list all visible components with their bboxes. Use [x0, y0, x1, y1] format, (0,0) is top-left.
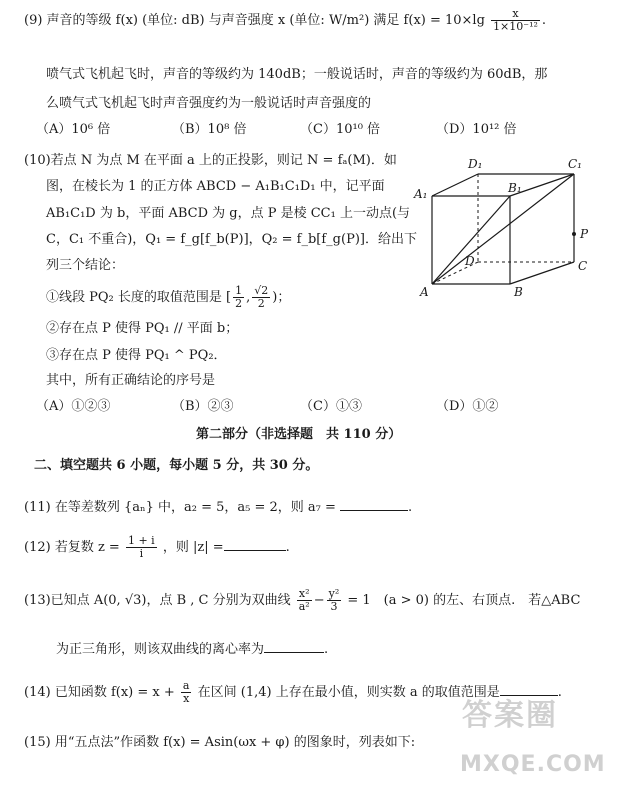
- q11: (11) 在等差数列 {aₙ} 中，a₂ = 5，a₅ = 2，则 a₇ = .: [24, 496, 412, 517]
- label-a: A: [420, 285, 429, 299]
- q9-line3: 么喷气式飞机起飞时声音强度约为一般说话时声音强度的: [46, 96, 372, 111]
- q10-conclusion-1: ①线段 PQ₂ 长度的取值范围是 [ $\frac{1}{2}$ , $\frac{√2}{2}$ )；: [46, 284, 291, 310]
- q9-option-b: （B）10⁸ 倍: [172, 122, 247, 137]
- q10-line4: C，C₁ 不重合)，Q₁ = f_g[f_b(P)]，Q₂ = f_b[f_g(P)]．给出下: [46, 232, 417, 247]
- q13-answer-blank: [264, 638, 324, 653]
- q10-fraction-half: $\frac{1}{2}$: [235, 284, 243, 310]
- q10-option-c: （C）①③: [300, 399, 362, 414]
- edge-ac1: [432, 174, 574, 284]
- q13-fraction-x: $\frac{\text{x²}}{\text{a²}}$: [298, 587, 310, 613]
- q10-fraction-root2-half: $\frac{√2}{2}$: [254, 284, 269, 310]
- edge-bc: [510, 262, 574, 284]
- q9-option-d: （D）10¹² 倍: [436, 122, 517, 137]
- q13-line2: 为正三角形，则该双曲线的离心率为 .: [56, 638, 328, 659]
- q10-line1: (10)若点 N 为点 M 在平面 a 上的正投影，则记 N = fₐ(M)．如: [24, 153, 397, 168]
- q10-line2: 图，在棱长为 1 的正方体 ABCD − A₁B₁C₁D₁ 中，记平面: [46, 179, 385, 194]
- label-b: B: [514, 285, 523, 299]
- q10-conclusion-3: ③存在点 P 使得 PQ₁ ^ PQ₂．: [46, 348, 227, 363]
- label-c1: C₁: [568, 157, 582, 171]
- q12-answer-blank: [224, 536, 286, 551]
- q10-option-b: （B）②③: [172, 399, 234, 414]
- label-b1: B₁: [508, 181, 522, 195]
- label-d: D: [465, 254, 475, 268]
- q14-fraction: $\frac{a}{x}$: [182, 679, 190, 705]
- q9-line2: 喷气式飞机起飞时，声音的等级约为 140dB；一般说话时，声音的等级约为 60dB，那: [46, 67, 548, 82]
- q13-fraction-y: $\frac{\text{y²}}{3}$: [328, 587, 340, 613]
- label-d1: D₁: [468, 157, 483, 171]
- q10-option-d: （D）①②: [436, 399, 499, 414]
- q9-stem: (9) 声音的等级 f(x) (单位: dB) 与声音强度 x (单位: W/m²) 满足 f(x) = 10×lg $\frac{x}{\text{1×10⁻¹²}}$ .: [24, 7, 547, 33]
- edge-ab1: [432, 196, 510, 284]
- cube-figure: [410, 150, 610, 300]
- q12: (12) 若复数 z = $\frac{1 + i}{i}$ ，则 |z| = .: [24, 534, 290, 560]
- q12-fraction: $\frac{1 + i}{i}$: [127, 534, 155, 560]
- q10-option-a: （A）①②③: [36, 399, 111, 414]
- q9-fraction: $\frac{x}{\text{1×10⁻¹²}}$: [493, 7, 538, 33]
- q10-line5: 列三个结论：: [46, 258, 125, 273]
- q15: (15) 用“五点法”作函数 f(x) = Asin(ωx + φ) 的图象时，列表如下:: [24, 735, 416, 750]
- q13: (13)已知点 A(0, √3)，点 B , C 分别为双曲线 $\frac{\text{x²}}{\text{a²}}$ − $\frac{\text{y²}}{3}$ = 1 (a > 0) 的左、右顶点. 若△ABC: [24, 587, 581, 613]
- label-c: C: [578, 259, 588, 273]
- q10-line3: AB₁C₁D 为 b，平面 ABCD 为 g，点 P 是棱 CC₁ 上一动点(与: [46, 206, 411, 221]
- point-p: [572, 232, 576, 236]
- q9-option-c: （C）10¹⁰ 倍: [300, 122, 381, 137]
- watermark-url: MXQE.COM: [460, 752, 606, 777]
- watermark-logo: 答案圈: [462, 698, 558, 733]
- section-heading: 二、填空题共 6 小题，每小题 5 分，共 30 分。: [34, 458, 319, 473]
- label-p: P: [580, 227, 589, 241]
- q10-line-end: 其中，所有正确结论的序号是: [46, 373, 216, 388]
- edge-a1d1: [432, 174, 478, 196]
- q14: (14) 已知函数 f(x) = x + $\frac{a}{x}$ 在区间 (1,4) 上存在最小值，则实数 a 的取值范围是 .: [24, 679, 562, 705]
- q11-answer-blank: [340, 496, 408, 511]
- part2-heading: 第二部分（非选择题 共 110 分）: [196, 427, 402, 442]
- q10-conclusion-2: ②存在点 P 使得 PQ₁ // 平面 b；: [46, 321, 239, 336]
- q9-option-a: （A）10⁶ 倍: [36, 122, 111, 137]
- label-a1: A₁: [414, 187, 428, 201]
